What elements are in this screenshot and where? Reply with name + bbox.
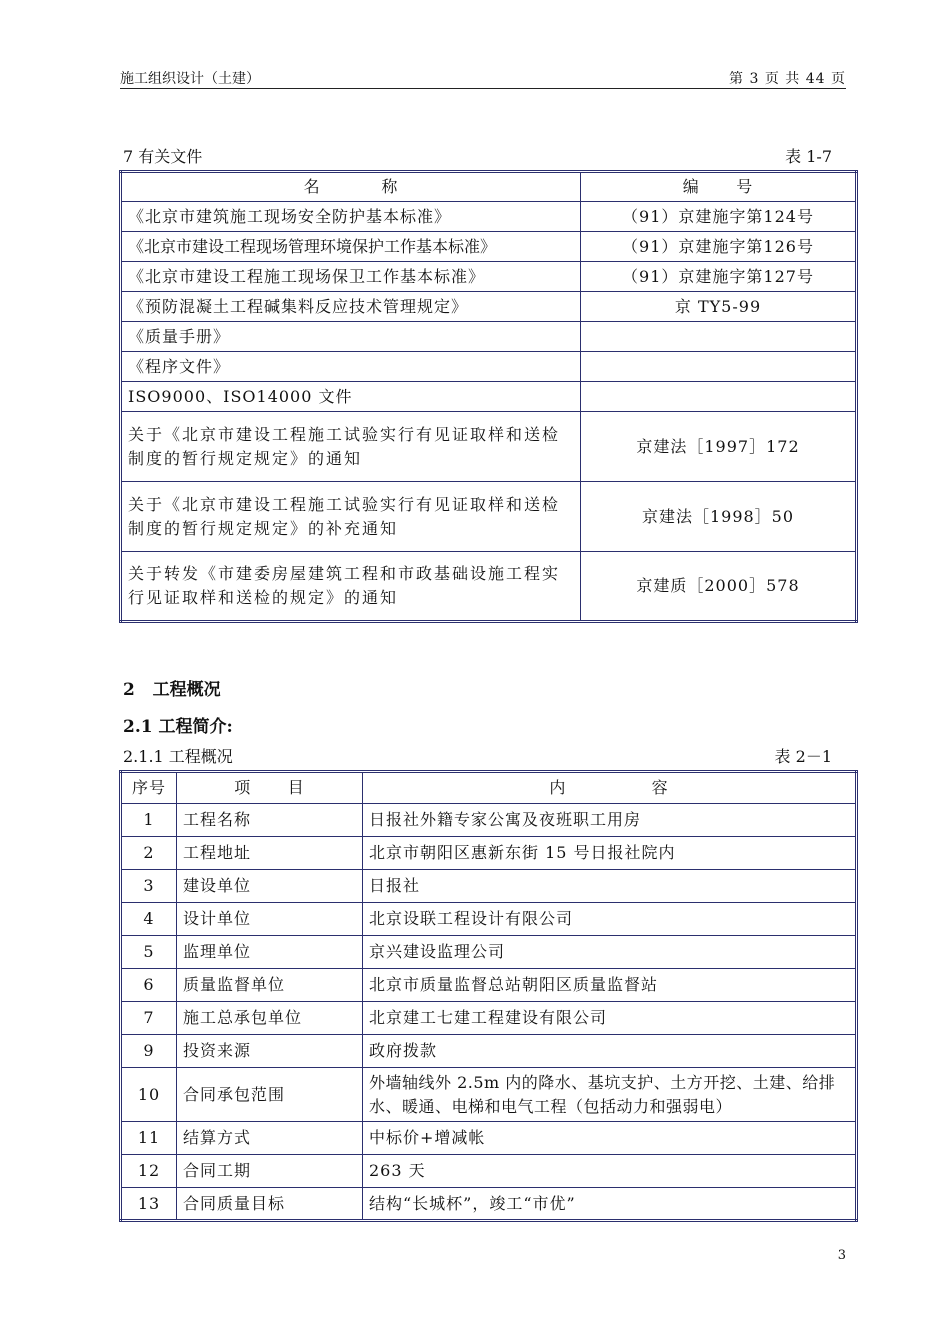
page-header: [120, 66, 846, 89]
row-number: 7: [121, 1002, 177, 1035]
row-number: 9: [121, 1035, 177, 1068]
table-header-row: [121, 172, 857, 202]
document-code: 京 TY5-99: [581, 292, 857, 322]
document-code: （91）京建施字第124号: [581, 202, 857, 232]
row-number: 10: [121, 1068, 177, 1122]
table-row: [121, 322, 857, 352]
section2-heading: 2 工程概况: [123, 680, 221, 700]
section2-caption: 2.1.1 工程概况: [123, 747, 233, 766]
table-row: [121, 232, 857, 262]
document-name: 关于《北京市建设工程施工试验实行有见证取样和送检制度的暂行规定规定》的通知: [121, 412, 581, 482]
table-row: [121, 969, 857, 1002]
row-item: 建设单位: [177, 870, 363, 903]
related-documents-table: [119, 170, 858, 623]
table-row: [121, 903, 857, 936]
table-row: [121, 870, 857, 903]
project-overview-table: [119, 770, 858, 1222]
row-number: 3: [121, 870, 177, 903]
row-number: 11: [121, 1122, 177, 1155]
row-item: 工程地址: [177, 837, 363, 870]
section7-caption: 7 有关文件: [123, 147, 203, 166]
row-content: 北京市朝阳区惠新东街 15 号日报社院内: [363, 837, 857, 870]
document-code: [581, 352, 857, 382]
table-row: [121, 482, 857, 552]
row-number: 2: [121, 837, 177, 870]
document-name: 关于《北京市建设工程施工试验实行有见证取样和送检制度的暂行规定规定》的补充通知: [121, 482, 581, 552]
column-header-code: 编 号: [581, 172, 857, 202]
table-row: [121, 412, 857, 482]
row-content: 北京设联工程设计有限公司: [363, 903, 857, 936]
row-content: 京兴建设监理公司: [363, 936, 857, 969]
row-number: 4: [121, 903, 177, 936]
row-number: 1: [121, 804, 177, 837]
row-number: 13: [121, 1188, 177, 1221]
table-row: [121, 804, 857, 837]
table-row: [121, 1035, 857, 1068]
table-row: [121, 837, 857, 870]
table-row: [121, 936, 857, 969]
document-code: （91）京建施字第126号: [581, 232, 857, 262]
table-row: [121, 382, 857, 412]
section2-1-heading: 2.1 工程简介:: [123, 717, 233, 737]
document-name: 关于转发《市建委房屋建筑工程和市政基础设施工程实行见证取样和送检的规定》的通知: [121, 552, 581, 622]
column-header-no: 序号: [121, 772, 177, 804]
row-item: 结算方式: [177, 1122, 363, 1155]
row-content: 北京建工七建工程建设有限公司: [363, 1002, 857, 1035]
row-number: 5: [121, 936, 177, 969]
row-item: 合同工期: [177, 1155, 363, 1188]
row-content: 北京市质量监督总站朝阳区质量监督站: [363, 969, 857, 1002]
row-content: 日报社: [363, 870, 857, 903]
table-row: [121, 1155, 857, 1188]
document-code: 京建法［1997］172: [581, 412, 857, 482]
table-row: [121, 552, 857, 622]
column-header-content: 内 容: [363, 772, 857, 804]
table-row: [121, 1188, 857, 1221]
document-title: 施工组织设计（土建）: [120, 71, 260, 87]
table-row: [121, 1068, 857, 1122]
row-content: 外墙轴线外 2.5m 内的降水、基坑支护、土方开挖、土建、给排水、暖通、电梯和电气工程（包括动力和强弱电）: [363, 1068, 857, 1122]
row-content: 263 天: [363, 1155, 857, 1188]
document-code: 京建法［1998］50: [581, 482, 857, 552]
document-name: 《北京市建设工程现场管理环境保护工作基本标准》: [121, 232, 581, 262]
row-content: 结构“长城杯”，竣工“市优”: [363, 1188, 857, 1221]
section7-table-number: 表 1-7: [785, 147, 832, 166]
document-code: 京建质［2000］578: [581, 552, 857, 622]
document-code: [581, 382, 857, 412]
document-code: （91）京建施字第127号: [581, 262, 857, 292]
page-number: 3: [837, 1248, 846, 1263]
table-row: [121, 292, 857, 322]
row-content: 政府拨款: [363, 1035, 857, 1068]
row-item: 合同质量目标: [177, 1188, 363, 1221]
row-item: 质量监督单位: [177, 969, 363, 1002]
table-row: [121, 202, 857, 232]
table-header-row: [121, 772, 857, 804]
table-row: [121, 1122, 857, 1155]
row-number: 6: [121, 969, 177, 1002]
row-item: 监理单位: [177, 936, 363, 969]
document-name: 《程序文件》: [121, 352, 581, 382]
document-name: 《预防混凝土工程碱集料反应技术管理规定》: [121, 292, 581, 322]
section2-table-number: 表 2－1: [774, 747, 832, 766]
table-row: [121, 352, 857, 382]
row-item: 投资来源: [177, 1035, 363, 1068]
row-item: 工程名称: [177, 804, 363, 837]
row-item: 合同承包范围: [177, 1068, 363, 1122]
document-name: 《北京市建筑施工现场安全防护基本标准》: [121, 202, 581, 232]
document-name: 《质量手册》: [121, 322, 581, 352]
table-row: [121, 262, 857, 292]
row-item: 施工总承包单位: [177, 1002, 363, 1035]
column-header-item: 项 目: [177, 772, 363, 804]
row-content: 中标价+增减帐: [363, 1122, 857, 1155]
table-row: [121, 1002, 857, 1035]
row-item: 设计单位: [177, 903, 363, 936]
document-name: 《北京市建设工程施工现场保卫工作基本标准》: [121, 262, 581, 292]
row-number: 12: [121, 1155, 177, 1188]
page-info: 第 3 页 共 44 页: [729, 71, 846, 87]
column-header-name: 名 称: [121, 172, 581, 202]
document-code: [581, 322, 857, 352]
document-name: ISO9000、ISO14000 文件: [121, 382, 581, 412]
row-content: 日报社外籍专家公寓及夜班职工用房: [363, 804, 857, 837]
